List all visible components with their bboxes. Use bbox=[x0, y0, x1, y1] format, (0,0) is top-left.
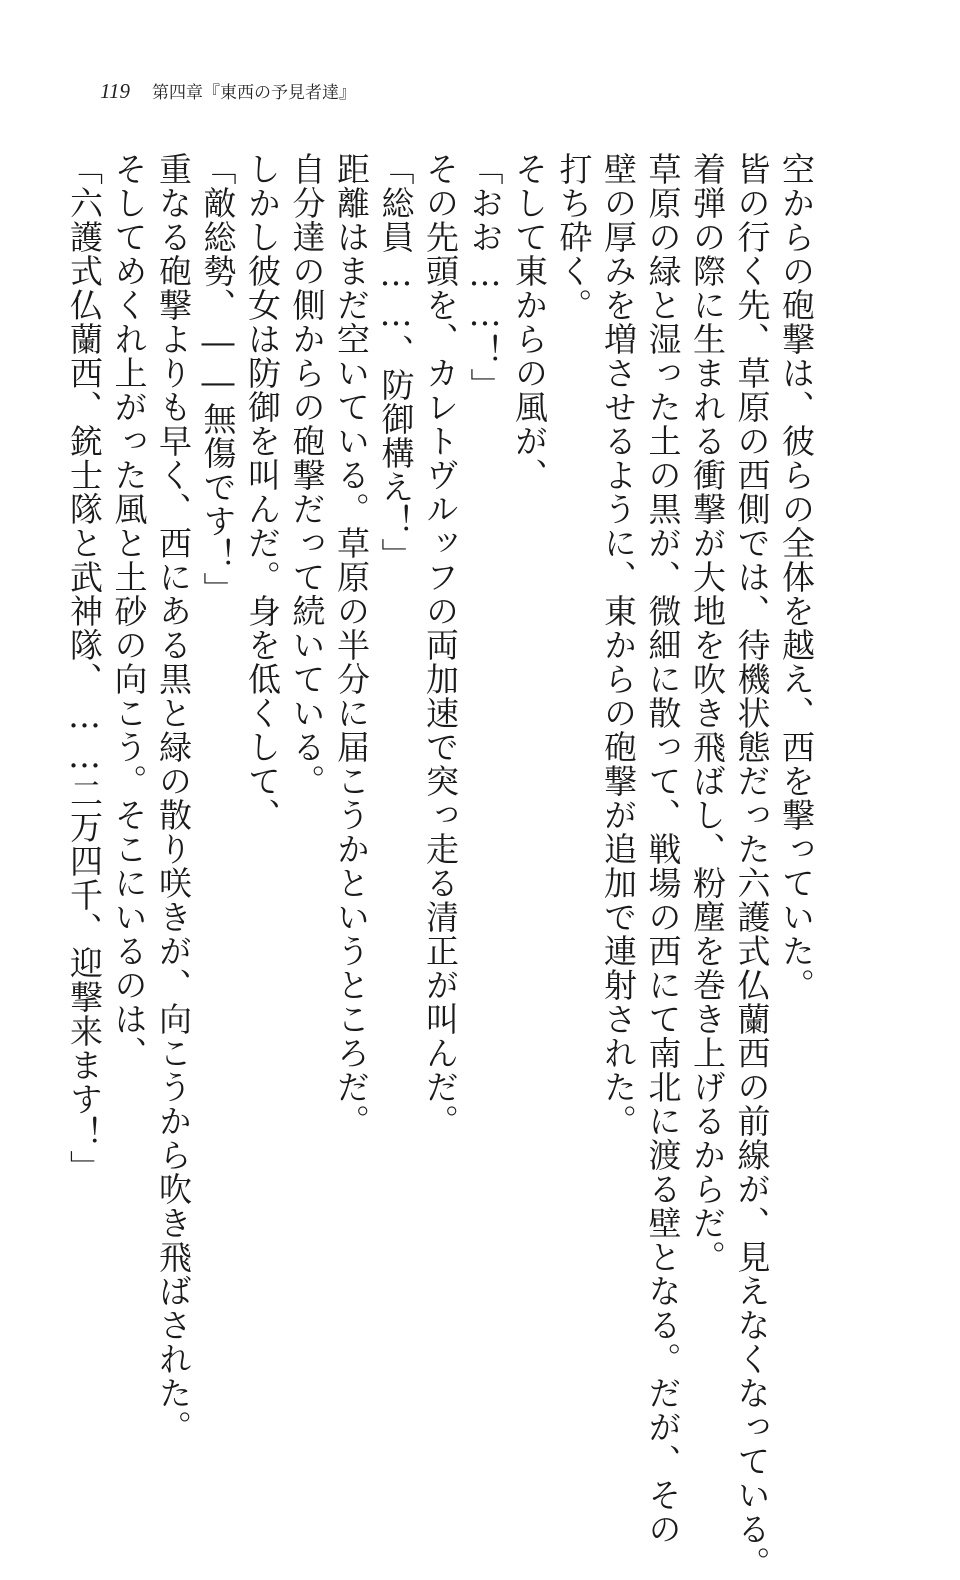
running-header bbox=[100, 78, 356, 108]
text-line: 皆の行く先、草原の西側では、待機状態だった六護式仏蘭西の前線が、見えなくなっている。 bbox=[732, 152, 772, 1580]
text-line: 自分達の側からの砲撃だって続いている。 bbox=[287, 152, 327, 798]
text-line: そして東からの風が、 bbox=[510, 152, 549, 492]
body-text bbox=[62, 152, 819, 1580]
text-line: 距離はまだ空いている。草原の半分に届こうかというところだ。 bbox=[332, 152, 371, 1138]
text-line: 打ち砕く。 bbox=[554, 152, 594, 322]
text-line: 着弾の際に生まれる衝撃が大地を吹き飛ばし、粉塵を巻き上げるからだ。 bbox=[688, 152, 727, 1274]
text-line: 重なる砲撃よりも早く、西にある黒と緑の散り咲きが、向こうから吹き飛ばされた。 bbox=[154, 152, 193, 1444]
text-line: 空からの砲撃は、彼らの全体を越え、西を撃っていた。 bbox=[777, 152, 816, 1002]
dialogue-line: 「おお……！」 bbox=[465, 152, 505, 402]
page-number: 119 bbox=[100, 79, 130, 103]
text-line: しかし彼女は防御を叫んだ。身を低くして、 bbox=[243, 152, 282, 832]
text-line: 壁の厚みを増させるように、東からの砲撃が追加で連射された。 bbox=[599, 152, 638, 1138]
dialogue-line: 「敵総勢、――無傷です！」 bbox=[198, 152, 238, 606]
text-line: 草原の緑と湿った土の黒が、微細に散って、戦場の西にて南北に渡る壁となる。だが、その bbox=[643, 152, 683, 1546]
dialogue-line: 「六護式仏蘭西、銃士隊と武神隊、……二万四千、迎撃来ます！」 bbox=[65, 152, 104, 1184]
text-line: そしてめくれ上がった風と土砂の向こう。そこにいるのは、 bbox=[109, 152, 149, 1070]
text-line: その先頭を、カレトヴルッフの両加速で突っ走る清正が叫んだ。 bbox=[421, 152, 460, 1138]
chapter-title: 第四章『東西の予見者達』 bbox=[151, 83, 356, 103]
dialogue-line: 「総員……、防御構え！」 bbox=[376, 152, 416, 572]
